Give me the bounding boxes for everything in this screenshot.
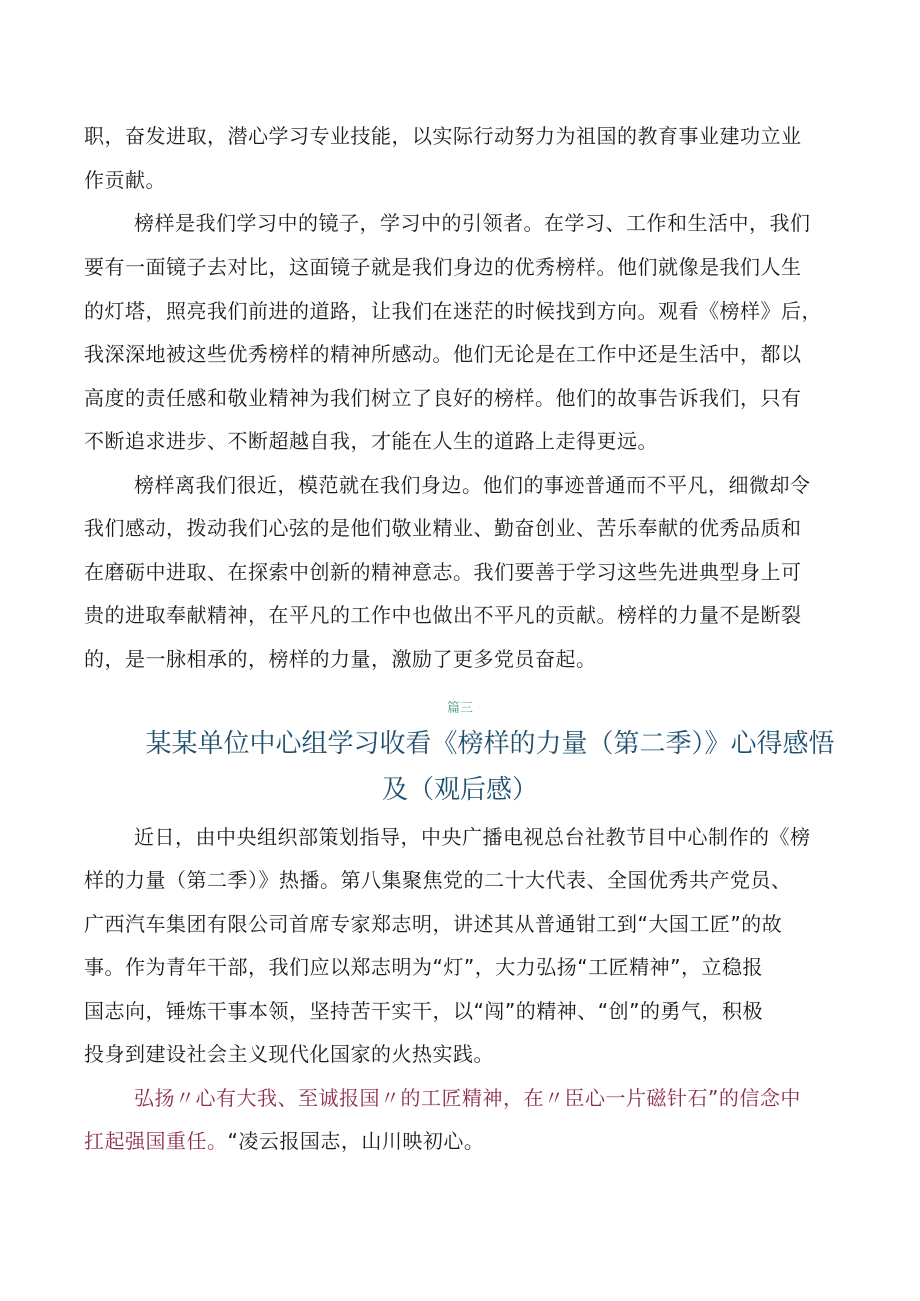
paragraph-4-line: 事。作为青年干部，我们应以郑志明为“灯”，大力弘扬“工匠精神”，立稳报 [84, 955, 763, 979]
paragraph-2-line: 要有一面镜子去对比，这面镜子就是我们身边的优秀榜样。他们就像是我们人生 [84, 255, 802, 279]
section-label: 篇三 [446, 701, 473, 716]
paragraph-1-line: 职，奋发进取，潜心学习专业技能，以实际行动努力为祖国的教育事业建功立业 [84, 124, 802, 148]
paragraph-2-line: 我深深地被这些优秀榜样的精神所感动。他们无论是在工作中还是生活中，都以 [84, 342, 802, 366]
quote-text: “凌云报国志，山川映初心。 [227, 1129, 485, 1153]
paragraph-2-line: 的灯塔，照亮我们前进的道路，让我们在迷茫的时候找到方向。观看《榜样》后， [84, 299, 822, 323]
paragraph-1-line: 作贡献。 [84, 168, 166, 192]
paragraph-3-line: 我们感动，拨动我们心弦的是他们敬业精业、勤奋创业、苦乐奉献的优秀品质和 [84, 516, 802, 540]
paragraph-4-line: 投身到建设社会主义现代化国家的火热实践。 [84, 1042, 494, 1066]
paragraph-2-line: 高度的责任感和敬业精神为我们树立了良好的榜样。他们的故事告诉我们，只有 [84, 386, 802, 410]
section-title-line-1: 某某单位中心组学习收看《榜样的力量（第二季）》心得感悟 [145, 729, 835, 759]
paragraph-4-line: 近日，由中央组织部策划指导，中央广播电视总台社教节目中心制作的《榜 [134, 825, 811, 849]
paragraph-2-line: 不断追求进步、不断超越自我，才能在人生的道路上走得更远。 [84, 429, 658, 453]
paragraph-3-line: 在磨砺中进取、在探索中创新的精神意志。我们要善于学习这些先进典型身上可 [84, 560, 802, 584]
paragraph-4-line: 广西汽车集团有限公司首席专家郑志明，讲述其从普通钳工到“大国工匠”的故 [84, 912, 783, 936]
paragraph-5-line-2 [84, 1127, 854, 1155]
paragraph-3-line: 的，是一脉相承的，榜样的力量，激励了更多党员奋起。 [84, 647, 597, 671]
highlighted-text: 扛起强国重任。 [84, 1129, 228, 1153]
highlighted-paragraph-line: 弘扬〃心有大我、至诚报国〃的工匠精神，在〃臣心一片磁针石”的信念中 [134, 1086, 801, 1110]
paragraph-4-line: 国志向，锤炼干事本领，坚持苦干实干，以“闯”的精神、“创”的勇气，积极 [84, 999, 763, 1023]
paragraph-4-line: 样的力量（第二季）》热播。第八集聚焦党的二十大代表、全国优秀共产党员、 [84, 868, 792, 892]
paragraph-3-line: 贵的进取奉献精神，在平凡的工作中也做出不平凡的贡献。榜样的力量不是断裂 [84, 603, 802, 627]
section-title-line-2: 及（观后感） [381, 775, 538, 805]
paragraph-3-line: 榜样离我们很近，模范就在我们身边。他们的事迹普通而不平凡，细微却令 [134, 473, 811, 497]
paragraph-2-line: 榜样是我们学习中的镜子，学习中的引领者。在学习、工作和生活中，我们 [134, 211, 811, 235]
